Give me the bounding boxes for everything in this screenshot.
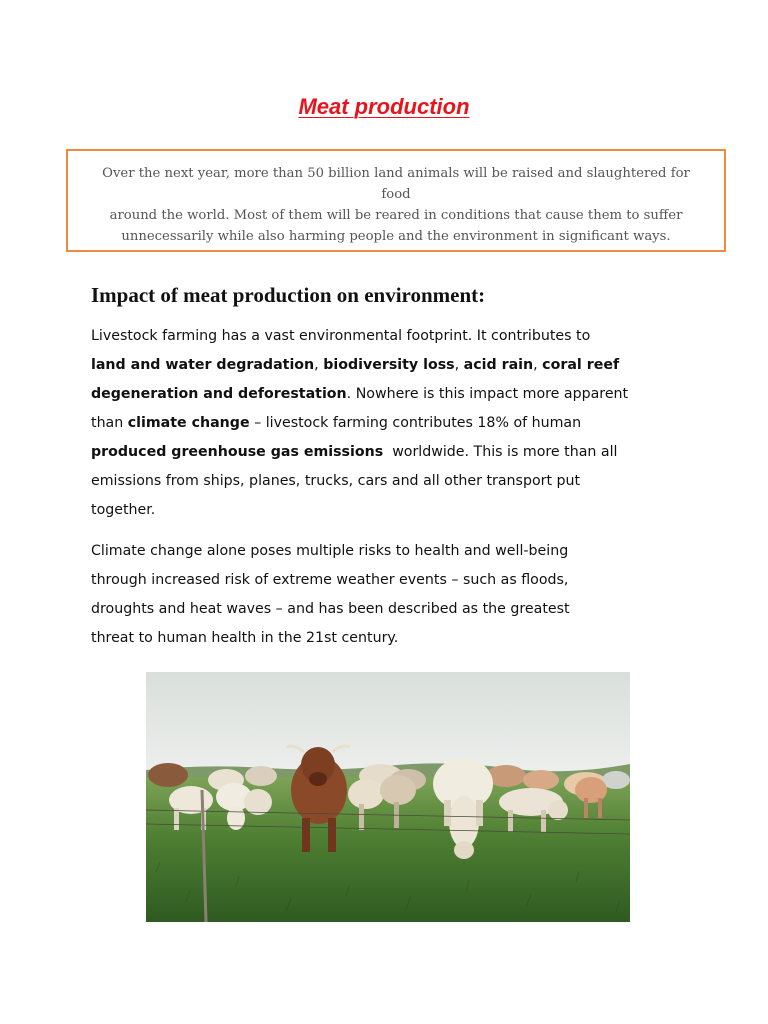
paragraph-line: together. <box>91 502 156 518</box>
paragraph-fragment: than <box>91 415 128 431</box>
paragraph-fragment: . Nowhere is this impact more apparent <box>346 386 629 402</box>
paragraph-line: Climate change alone poses multiple risks to health and well-being <box>91 543 569 559</box>
intro-callout-box <box>66 149 726 252</box>
paragraph-line <box>91 351 691 380</box>
emphasis-text: degeneration and deforestation <box>91 386 347 402</box>
paragraph-line: emissions from ships, planes, trucks, cars and all other transport put <box>91 473 581 489</box>
emphasis-text: coral reef <box>542 357 620 373</box>
paragraph-line: droughts and heat waves – and has been described as the greatest <box>91 601 570 617</box>
paragraph-line: threat to human health in the 21st century. <box>91 630 399 646</box>
cattle-photo <box>146 672 630 922</box>
paragraph-line <box>91 409 691 438</box>
section-heading: Impact of meat production on environment: <box>91 283 486 307</box>
paragraph-footprint <box>91 322 691 525</box>
emphasis-text: climate change <box>127 415 250 431</box>
page-title: Meat production <box>298 94 470 119</box>
intro-line: unnecessarily while also harming people and the environment in significant ways. <box>121 229 671 244</box>
intro-line: around the world. Most of them will be reared in conditions that cause them to suffer <box>109 208 683 223</box>
emphasis-text: land and water degradation <box>91 357 315 373</box>
intro-line: Over the next year, more than 50 billion land animals will be raised and slaughtered for food <box>102 166 690 202</box>
paragraph-climate-risk <box>91 537 691 653</box>
separator: , <box>533 357 543 373</box>
separator: , <box>314 357 324 373</box>
paragraph-fragment: – livestock farming contributes 18% of human <box>249 415 582 431</box>
separator: , <box>454 357 464 373</box>
paragraph-fragment: worldwide. This is more than all <box>383 444 618 460</box>
emphasis-text: acid rain <box>463 357 534 373</box>
emphasis-text: biodiversity loss <box>323 357 455 373</box>
paragraph-line: through increased risk of extreme weather events – such as floods, <box>91 572 569 588</box>
paragraph-line: Livestock farming has a vast environmental footprint. It contributes to <box>91 328 591 344</box>
paragraph-line <box>91 438 691 467</box>
paragraph-line <box>91 380 691 409</box>
emphasis-text: produced greenhouse gas emissions <box>91 444 384 460</box>
